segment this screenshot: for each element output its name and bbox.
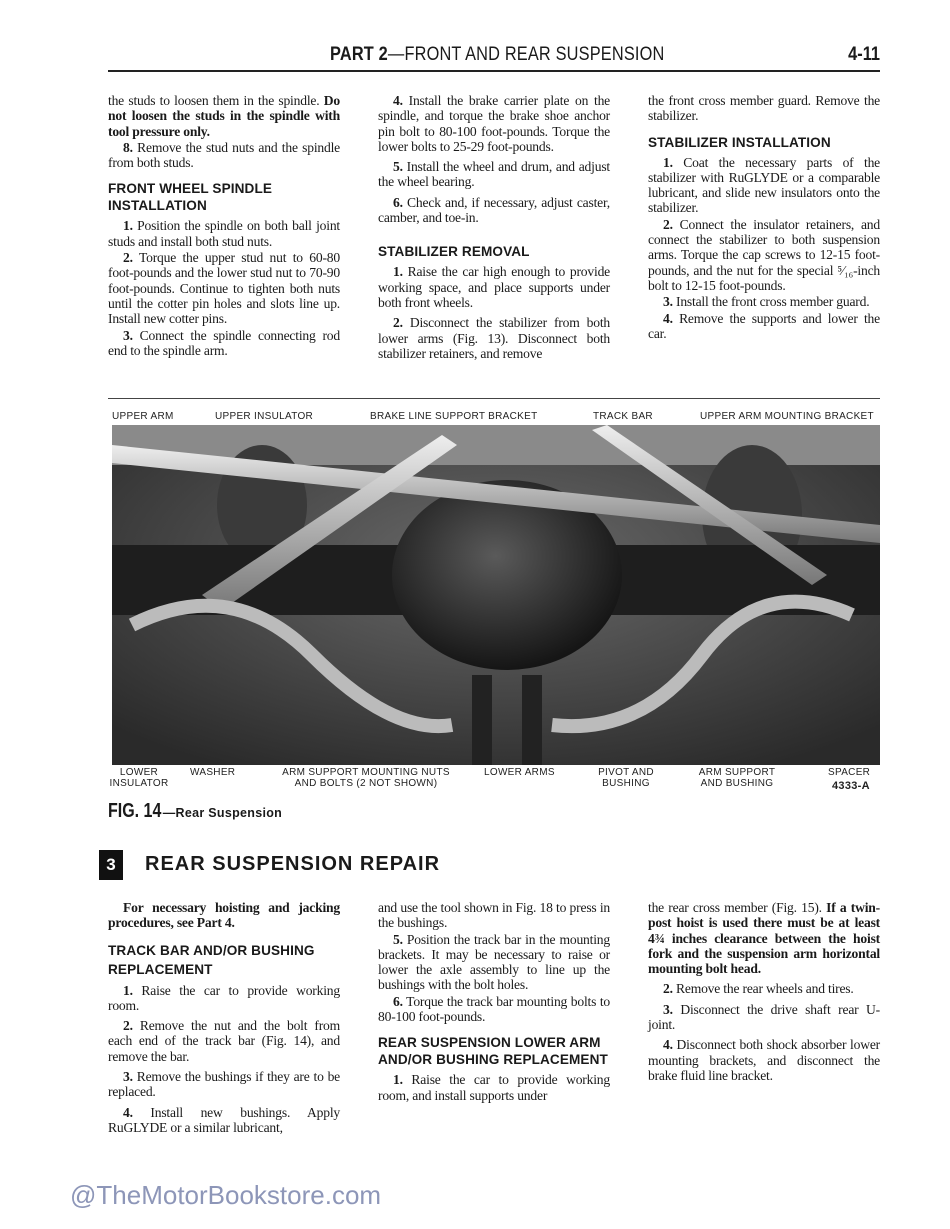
paragraph [378, 994, 610, 1025]
bold-text: 2. [123, 1018, 133, 1034]
paragraph [108, 983, 340, 1014]
section-heading: TRACK BAR AND/OR BUSHING REPLACEMENT [108, 942, 315, 977]
bold-text: 5. [393, 931, 403, 947]
paragraph [648, 155, 880, 216]
label-washer: WASHER [190, 767, 236, 778]
text-run: Install the front cross member guard. [672, 294, 870, 310]
figure-title: —Rear Suspension [162, 806, 283, 820]
text-run: Raise the car to provide working room, and install supports under [378, 1072, 610, 1103]
part-title: —FRONT AND REAR SUSPENSION [387, 44, 665, 65]
watermark: @TheMotorBookstore.com [70, 1180, 382, 1210]
label-lower-arms: LOWER ARMS [484, 767, 555, 778]
text-run: Connect the insulator retainers, and connect the stabilizer to both suspension arms. Torque the cap screws to 12-15 foot-pounds, and the nut for the special ⁵⁄₁₆-inch bolt to 12-15 foot-pounds. [648, 216, 880, 293]
bold-text: 2. [663, 981, 673, 997]
paragraph [108, 1105, 340, 1136]
bold-text: 4. [663, 310, 673, 326]
label-brake-line-bracket: BRAKE LINE SUPPORT BRACKET [370, 411, 538, 422]
section-heading: FRONT WHEEL SPINDLE INSTALLATION [108, 181, 273, 214]
text-run: Install the wheel and drum, and adjust the wheel bearing. [378, 159, 610, 190]
bold-text: 4. [123, 1104, 133, 1120]
paragraph [108, 328, 340, 359]
text-run: Install the brake carrier plate on the spindle, and torque the brake shoe anchor pin bolt to 80-100 foot-pounds. Torque the lower bolts to 25-29 foot-pounds. [378, 93, 610, 154]
page-number: 4-11 [848, 44, 880, 65]
rear-suspension-illustration [112, 425, 880, 765]
bold-text: Do not loosen the studs in the spindle with tool pressure only. [108, 93, 340, 139]
paragraph [108, 218, 340, 249]
text-run: Torque the track bar mounting bolts to 80-100 foot-pounds. [378, 993, 610, 1025]
text-run: Disconnect the drive shaft rear U-joint. [648, 1001, 880, 1033]
rear-suspension-photo [112, 425, 880, 765]
paragraph [648, 311, 880, 342]
figure-number: FIG. 14 [108, 800, 162, 822]
text-run: Coat the necessary parts of the stabilizer with RuGLYDE or a comparable lubricant, and slide new insulators onto the stabilizer. [648, 154, 880, 216]
bold-text: 8. [123, 139, 133, 155]
text-run: Remove the stud nuts and the spindle from both studs. [108, 139, 340, 171]
bold-text: 1. [123, 218, 133, 234]
text-run: Remove the bushings if they are to be replaced. [108, 1069, 340, 1100]
text-run: Remove the rear wheels and tires. [672, 981, 854, 997]
paragraph [108, 900, 340, 931]
bold-text: 4. [393, 93, 403, 108]
paragraph [648, 900, 880, 976]
bold-text: 1. [393, 264, 403, 280]
bottom-column-2 [378, 900, 610, 1104]
text-run: Check and, if necessary, adjust caster, camber, and toe-in. [378, 194, 610, 226]
text-run: Disconnect both shock absorber lower mounting brackets, and disconnect the brake fluid line bracket. [648, 1037, 880, 1083]
label-spacer: SPACER [828, 767, 871, 778]
bold-text: 3. [123, 1069, 133, 1085]
figure-rule [108, 398, 880, 399]
paragraph [648, 1037, 880, 1083]
bold-text: 4. [663, 1037, 673, 1053]
section-number-badge: 3 [99, 850, 123, 880]
label-upper-arm: UPPER ARM [112, 411, 174, 422]
bold-text: 1. [123, 982, 133, 998]
paragraph [378, 159, 610, 190]
paragraph [378, 900, 610, 931]
bold-text: 1. [393, 1072, 403, 1088]
text-run: Torque the upper stud nut to 60-80 foot-pounds and the lower stud nut to 70-90 foot-pounds. Continue to tighten both nuts until the cotter pin holes and slots line up. Install new cotter pins. [108, 250, 340, 327]
label-upper-arm-mounting-bracket: UPPER ARM MOUNTING BRACKET [700, 411, 874, 422]
text-run: Disconnect the stabilizer from both lower arms (Fig. 13). Disconnect both stabilizer retainers, and remove [378, 315, 610, 361]
paragraph [378, 1072, 610, 1103]
label-arm-support-nuts: ARM SUPPORT MOUNTING NUTS AND BOLTS (2 NOT SHOWN) [282, 767, 450, 789]
bold-text: 3. [663, 1001, 673, 1017]
bold-text: 3. [123, 327, 133, 343]
paragraph [378, 264, 610, 310]
bold-text: 1. [663, 154, 673, 170]
text-run: Install new bushings. Apply RuGLYDE or a similar lubricant, [108, 1104, 340, 1135]
paragraph [108, 140, 340, 171]
paragraph [648, 93, 880, 124]
figure-caption [108, 800, 282, 823]
section-heading: STABILIZER REMOVAL [378, 244, 530, 260]
text-run: and use the tool shown in Fig. 18 to press in the bushings. [378, 900, 610, 931]
paragraph [108, 93, 340, 139]
paragraph [378, 93, 610, 154]
label-arm-support-bushing: ARM SUPPORT AND BUSHING [698, 767, 776, 789]
bold-text: 6. [393, 993, 403, 1009]
label-lower-insulator: LOWER INSULATOR [109, 767, 169, 789]
text-run: Position the spindle on both ball joint studs and install both stud nuts. [108, 218, 340, 249]
bold-text: 2. [393, 315, 403, 331]
paragraph [108, 1069, 340, 1100]
section-heading: STABILIZER INSTALLATION [648, 134, 831, 150]
bold-text: 6. [393, 194, 403, 210]
running-header [330, 44, 664, 66]
paragraph [648, 981, 880, 996]
paragraph [108, 1018, 340, 1064]
paragraph [378, 315, 610, 361]
text-run: Connect the spindle connecting rod end to the spindle arm. [108, 327, 340, 358]
text-run: Remove the supports and lower the car. [648, 310, 880, 341]
top-column-1 [108, 93, 340, 359]
text-run: Remove the nut and the bolt from each end of the track bar (Fig. 14), and remove the bar. [108, 1018, 340, 1064]
part-label: PART 2 [330, 44, 388, 65]
paragraph [378, 932, 610, 993]
bold-text: If a twin-post hoist is used there must be at least 4¾ inches clearance between the hoist fork and the suspension arm horizontal mounting bolt head. [648, 900, 880, 977]
bold-text: For necessary hoisting and jacking procedures, see Part 4. [108, 900, 340, 931]
label-track-bar: TRACK BAR [593, 411, 653, 422]
label-pivot-bushing: PIVOT AND BUSHING [598, 767, 654, 789]
header-rule [108, 70, 880, 72]
text-run: Raise the car to provide working room. [108, 982, 340, 1013]
paragraph [648, 217, 880, 293]
paragraph [378, 195, 610, 226]
paragraph [648, 1002, 880, 1033]
text-run: the front cross member guard. Remove the stabilizer. [648, 93, 880, 124]
section-heading: REAR SUSPENSION LOWER ARM AND/OR BUSHING REPLACEMENT [378, 1035, 608, 1068]
bottom-column-1 [108, 900, 340, 1136]
bold-text: 3. [663, 294, 673, 310]
text-run: Raise the car high enough to provide working space, and place supports under both front wheels. [378, 264, 610, 310]
text-run: the studs to loosen them in the spindle. [108, 93, 324, 108]
paragraph [108, 250, 340, 326]
section-title: REAR SUSPENSION REPAIR [145, 853, 441, 875]
text-run: Position the track bar in the mounting brackets. It may be necessary to raise or lower the axle assembly to line up the bushings with the bolt holes. [378, 931, 610, 993]
top-column-2 [378, 93, 610, 362]
text-run: the rear cross member (Fig. 15). [648, 900, 827, 915]
bottom-column-3 [648, 900, 880, 1084]
paragraph [648, 294, 880, 309]
figure-code: 4333-A [832, 780, 870, 792]
top-column-3 [648, 93, 880, 342]
bold-text: 2. [663, 216, 673, 232]
bold-text: 2. [123, 250, 133, 266]
label-upper-insulator: UPPER INSULATOR [215, 411, 314, 422]
bold-text: 5. [393, 159, 403, 175]
